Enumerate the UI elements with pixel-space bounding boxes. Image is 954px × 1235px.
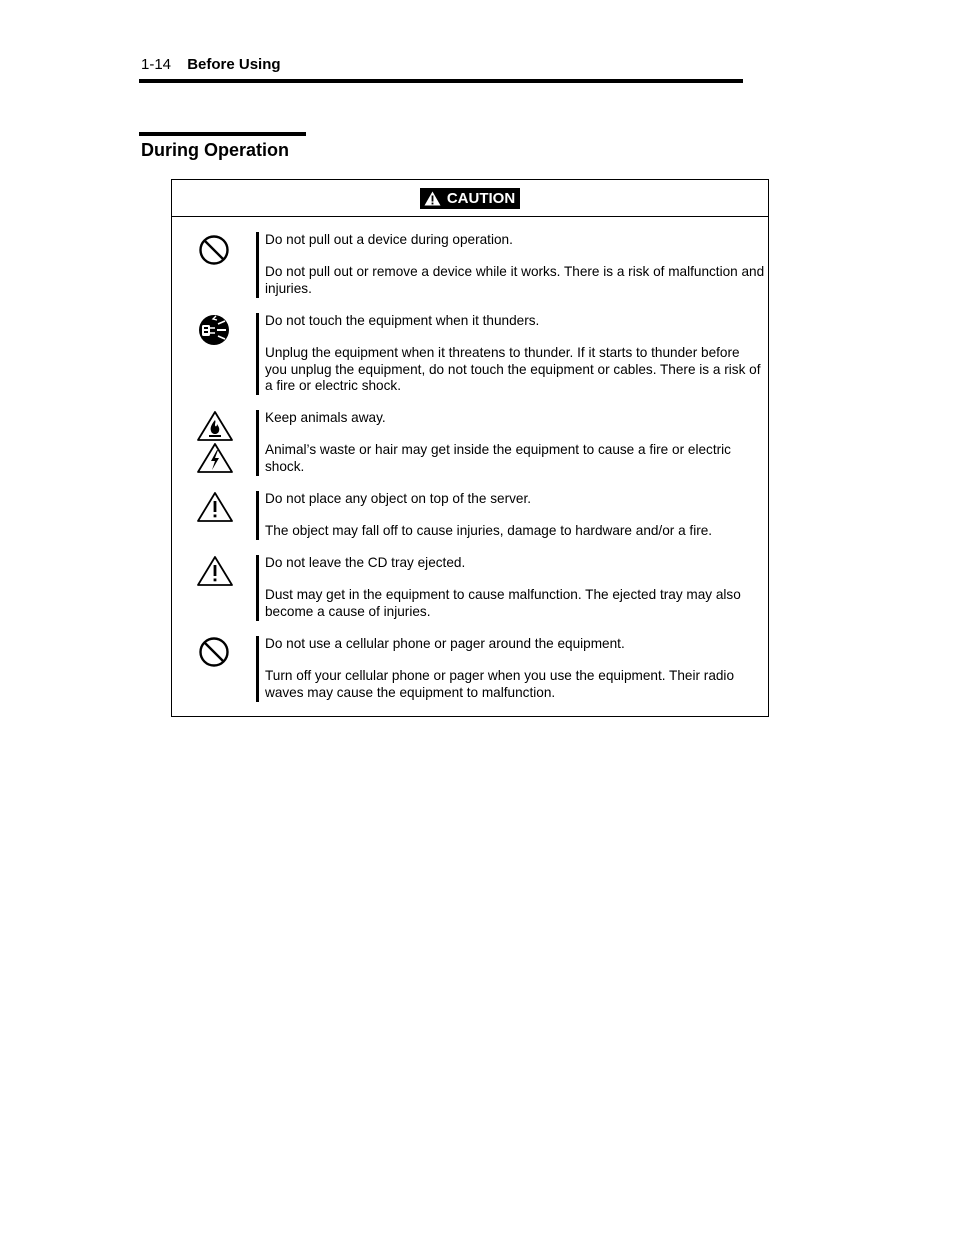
item-body: Animal’s waste or hair may get inside the equipment to cause a fire or electric shock. (265, 442, 731, 474)
caution-box (171, 179, 769, 717)
item-body: Do not pull out or remove a device while it works. There is a risk of malfunction and injuries. (265, 264, 765, 296)
item-lead: Do not place any object on top of the server. (265, 491, 532, 506)
item-bar (256, 555, 259, 621)
page-header (141, 56, 281, 74)
item-lead: Do not use a cellular phone or pager around the equipment. (265, 636, 625, 651)
item-text (265, 313, 765, 394)
item-lead: Do not pull out a device during operation. (265, 232, 513, 247)
item-bar (256, 232, 259, 298)
item-body: The object may fall off to cause injuries, damage to hardware and/or a fire. (265, 523, 713, 539)
item-lead: Do not touch the equipment when it thunders. (265, 313, 540, 328)
electric-shock-warning-icon (196, 442, 234, 474)
list-item (172, 555, 768, 621)
list-item (172, 313, 768, 395)
caution-label: CAUTION (446, 189, 516, 207)
warning-triangle-icon (424, 191, 441, 206)
list-item (172, 491, 768, 540)
general-warning-icon (196, 555, 234, 587)
item-text (265, 232, 765, 297)
item-body: Turn off your cellular phone or pager when you use the equipment. Their radio waves may cause the equipment to malfunction. (265, 668, 735, 700)
item-text (265, 491, 765, 540)
header-rule (139, 79, 743, 83)
general-warning-icon (196, 491, 234, 523)
list-item (172, 232, 768, 298)
item-lead: Do not leave the CD tray ejected. (265, 555, 466, 570)
caution-header (172, 180, 768, 217)
unplug-icon (196, 313, 232, 347)
page-number: 1-14 (141, 56, 172, 73)
item-bar (256, 491, 259, 540)
item-body: Dust may get in the equipment to cause malfunction. The ejected tray may also become a cause of injuries. (265, 587, 741, 619)
prohibition-icon (196, 234, 232, 266)
section-title: During Operation (141, 140, 289, 160)
section-rule (139, 132, 306, 136)
list-item (172, 636, 768, 702)
list-item (172, 410, 768, 476)
prohibition-icon (196, 636, 232, 668)
item-body: Unplug the equipment when it threatens to thunder. If it starts to thunder before you unplug the equipment, do not touch the equipment or cables. There is a risk of a fire or electric shock. (265, 345, 761, 393)
item-text (265, 410, 765, 475)
item-text (265, 636, 765, 701)
item-bar (256, 636, 259, 702)
item-text (265, 555, 765, 620)
fire-warning-icon (196, 410, 234, 442)
chapter-title: Before Using (187, 56, 281, 73)
item-bar (256, 410, 259, 476)
caution-badge (420, 188, 520, 209)
item-bar (256, 313, 259, 395)
item-lead: Keep animals away. (265, 410, 386, 425)
